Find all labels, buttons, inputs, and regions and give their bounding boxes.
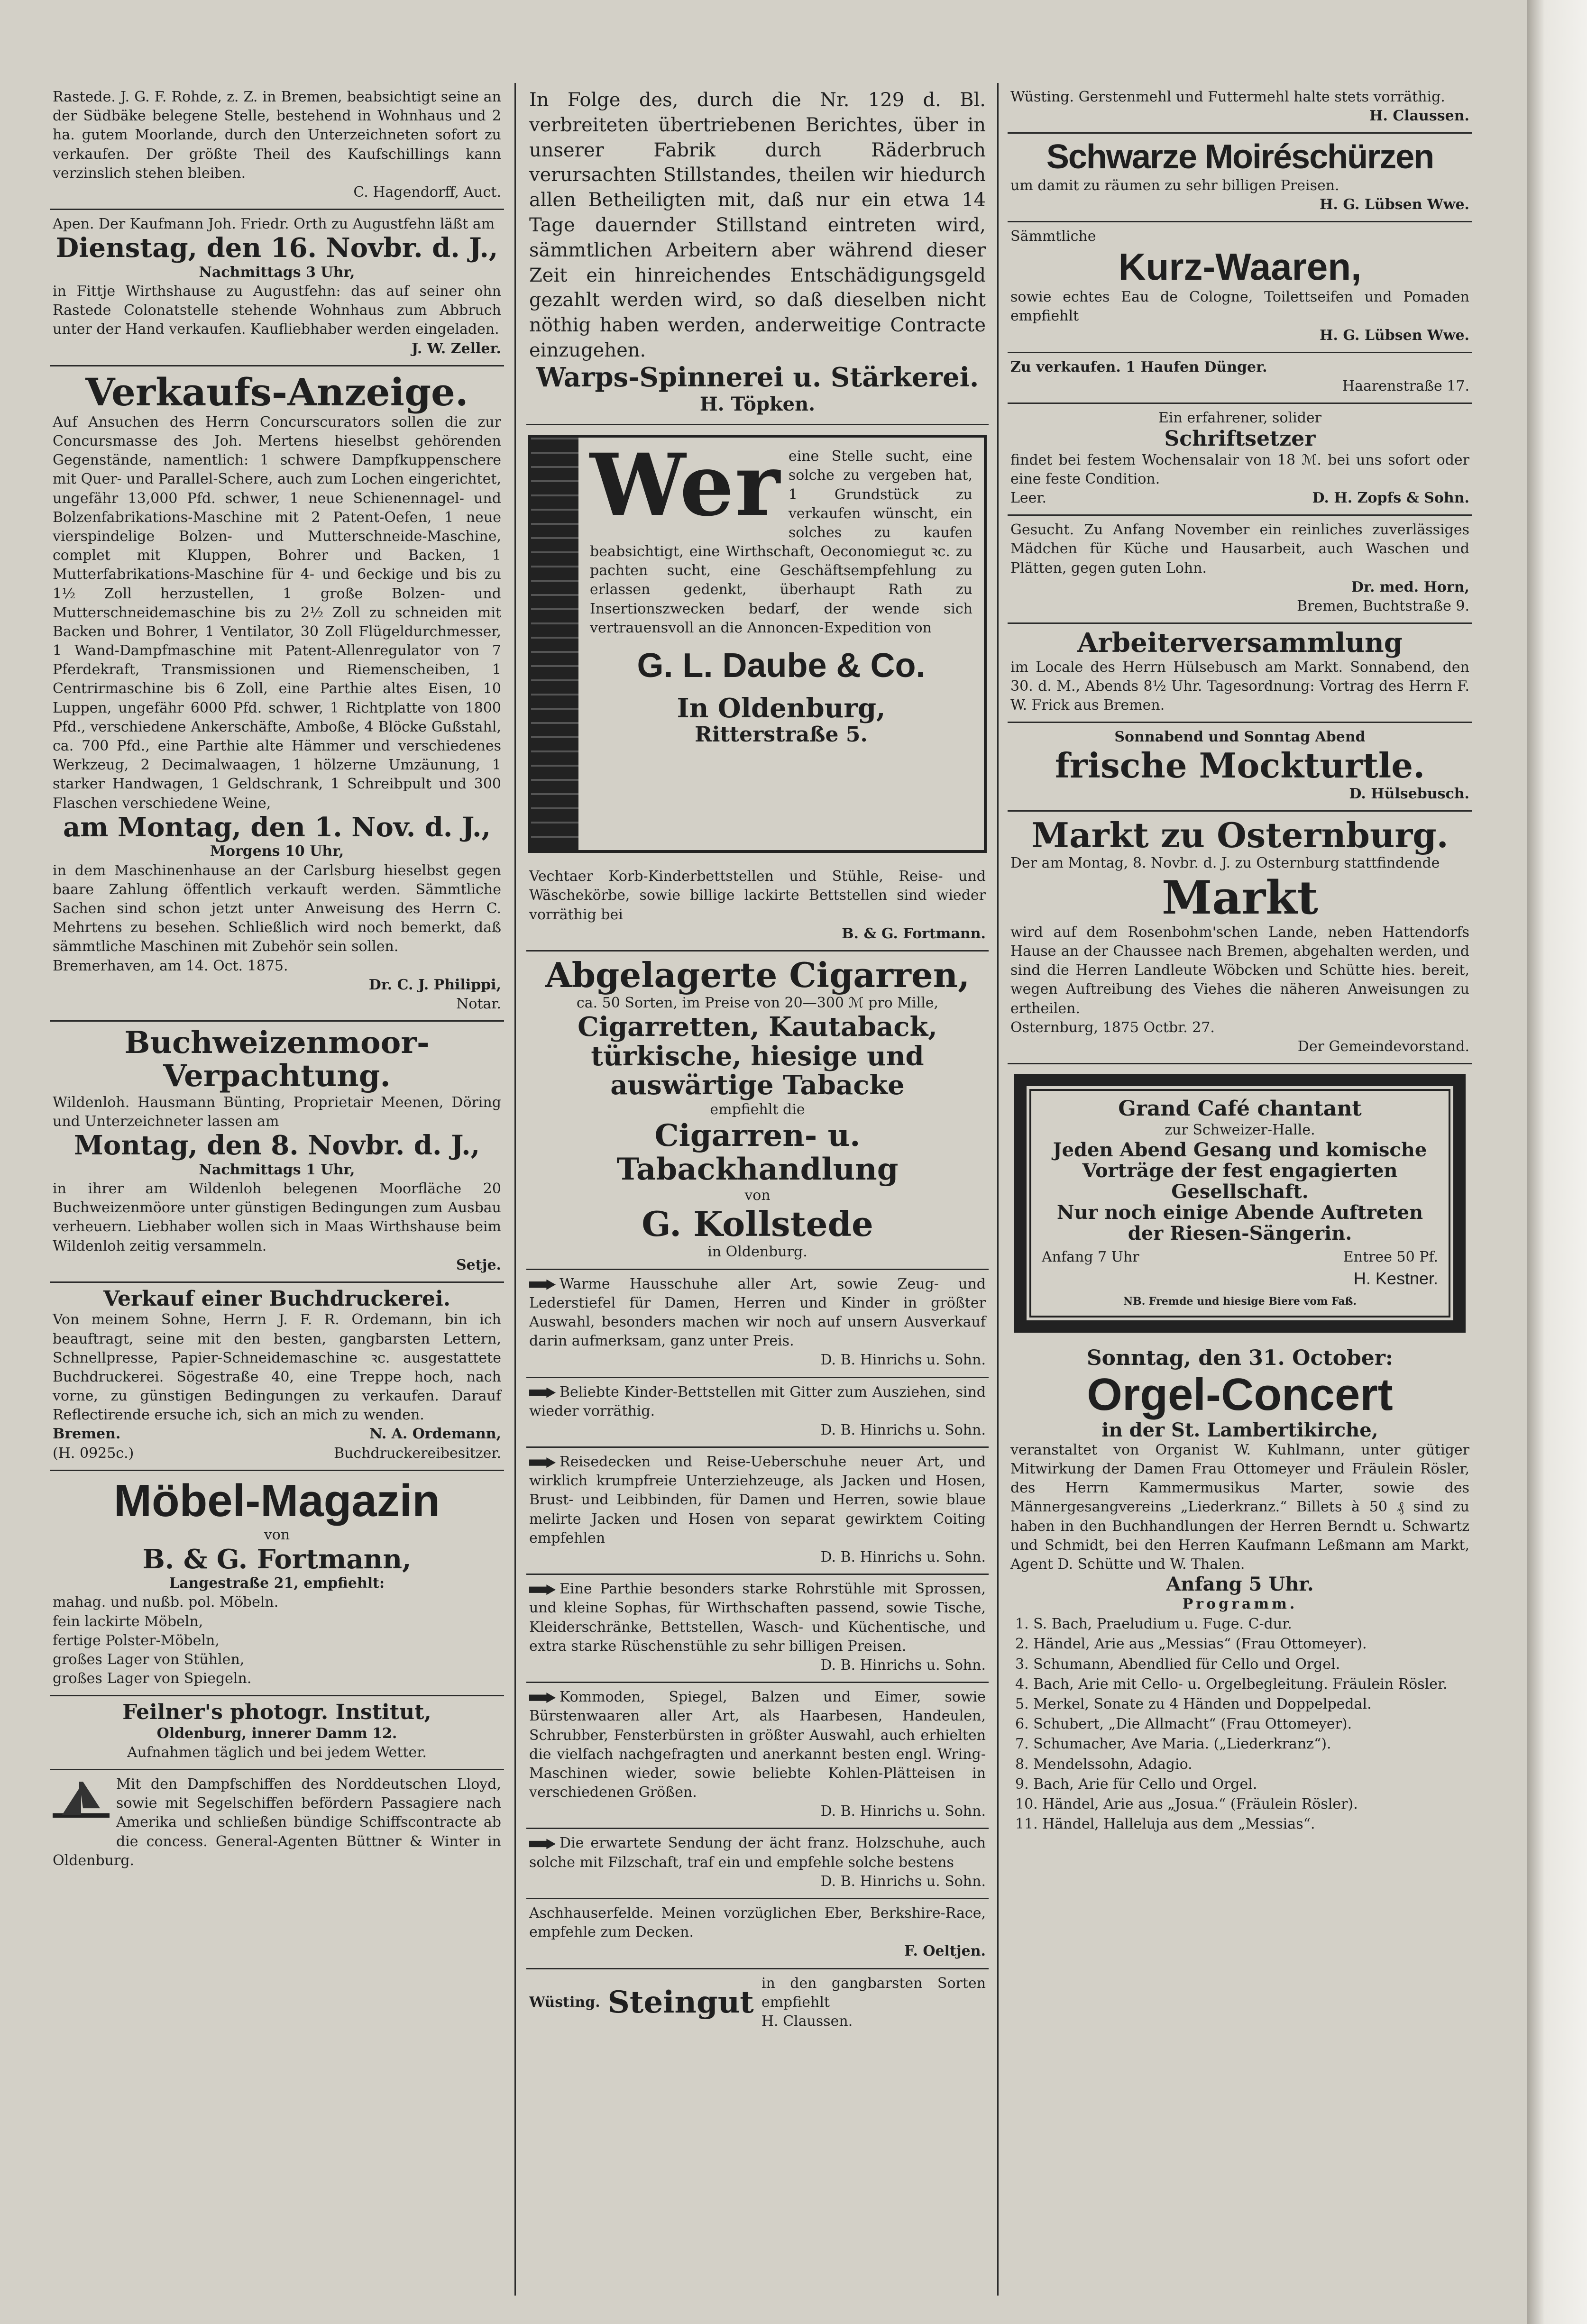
ad-von: von bbox=[744, 1187, 771, 1204]
ad-signature-role: Notar. bbox=[456, 995, 501, 1012]
ad-signature: D. H. Zopfs & Sohn. bbox=[1312, 490, 1469, 507]
ad-place: Bremen. bbox=[53, 1426, 121, 1443]
ad-text: In Folge des, durch die Nr. 129 d. Bl. verbreiteten übertriebenen Berichtes, über in unserer Fabrik durch Räderbruch verursachten Stillstandes, theilen wir hiedurch allen Betheiligten mit, daß nur ein etwa 14 Tage dauernder Stillstand eintreten wird, sämmtlichen Arbeitern aber während dieser Zeit ein hinreichendes Entschädigungsgeld gezahlt werden wird, so daß dieselben nicht nöthig haben werden, anderweitige Contracte einzugehen. bbox=[529, 89, 986, 361]
ad-signature: Der Gemeindevorstand. bbox=[1297, 1038, 1469, 1055]
ad-title: Feilner's photogr. Institut, bbox=[122, 1700, 431, 1725]
ad-address: Oldenburg, innerer Damm 12. bbox=[156, 1725, 397, 1742]
ad-signature: B. & G. Fortmann. bbox=[842, 925, 986, 942]
ad-note: NB. Fremde und hiesige Biere vom Faß. bbox=[1123, 1295, 1357, 1308]
page-edge bbox=[1527, 0, 1587, 2324]
program-item: 9. Bach, Arie für Cello und Orgel. bbox=[1015, 1775, 1257, 1793]
ad-firm: G. L. Daube & Co. bbox=[637, 647, 926, 685]
ad-text: Apen. Der Kaufmann Joh. Friedr. Orth zu Augustfehn läßt am bbox=[53, 216, 495, 233]
program-item: 5. Merkel, Sonate zu 4 Händen und Doppelpedal. bbox=[1015, 1696, 1372, 1713]
ad-duenger bbox=[1008, 353, 1472, 404]
ad-text: Aufnahmen täglich und bei jedem Wetter. bbox=[127, 1744, 427, 1761]
ad-text: Warme Hausschuhe aller Art, sowie Zeug- und Lederstiefel für Damen, Herren und Kinder in größter Auswahl, besonders machen wir noch auf unsern Ausverkauf darin aufmerksam, ganz unter Preis. bbox=[529, 1275, 986, 1350]
column-2 bbox=[526, 83, 989, 2305]
ad-date: Montag, den 8. Novbr. d. J., bbox=[73, 1130, 480, 1162]
program-item: 4. Bach, Arie mit Cello- u. Orgelbegleitung. Fräulein Rösler. bbox=[1015, 1675, 1448, 1693]
ad-signature: H. G. Lübsen Wwe. bbox=[1320, 327, 1469, 344]
ad-orth bbox=[50, 210, 504, 366]
ad-photo-institut bbox=[50, 1696, 504, 1770]
ad-text: Von meinem Sohne, Herrn J. F. R. Ordemann, bin ich beauftragt, seine mit den besten, gangbarsten Lettern, Schnellpresse, Papier-Schneidemaschine ꝛc. ausgestattete Buchdruckerei. Sögestraße 40, eine Treppe hoch, nach vorne, zu günstigen Bedingungen zu verkaufen. Darauf Reflectirende ersuche ich, sich an mich zu wenden. bbox=[53, 1311, 501, 1424]
ad-title: Arbeiterversammlung bbox=[1077, 627, 1403, 659]
ad-firm: Warps-Spinnerei u. Stärkerei. bbox=[536, 361, 979, 393]
ad-place: Leer. bbox=[1010, 490, 1047, 507]
ad-firm: G. Kollstede bbox=[642, 1204, 873, 1244]
ad-hinrichs bbox=[526, 1829, 989, 1899]
ad-address: Bremen, Buchtstraße 9. bbox=[1297, 597, 1469, 614]
ad-text: empfiehlt die bbox=[710, 1101, 805, 1118]
ad-hinrichs bbox=[526, 1575, 989, 1683]
column-1 bbox=[50, 83, 504, 2305]
ad-shop: Cigarren- u. Tabackhandlung bbox=[616, 1118, 899, 1187]
ad-title: Abgelagerte Cigarren, bbox=[545, 954, 970, 995]
ad-signature: H. Claussen. bbox=[1369, 108, 1469, 125]
ad-verkaufs-anzeige bbox=[50, 366, 504, 1022]
ad-markt-osternburg bbox=[1008, 812, 1472, 1064]
ad-time: Nachmittags 3 Uhr, bbox=[199, 264, 355, 281]
ad-signature: D. B. Hinrichs u. Sohn. bbox=[820, 1803, 986, 1820]
ad-text: veranstaltet von Organist W. Kuhlmann, unter gütiger Mitwirkung der Damen Frau Ottomeyer und Fräulein Rösler, des Herrn Kammermusikus Marter, sowie des Männergesangvereins „Liederkranz.“ Billets à 50 ₰ sind zu haben in den Buchhandlungen der Herren Berndt u. Schwartz und Schmidt, bei den Herren Kaufmann Leßmann am Markt, Agent D. Schütte und W. Thalen. bbox=[1010, 1441, 1469, 1573]
ad-title: Schwarze Moiréschürzen bbox=[1046, 138, 1434, 176]
ad-kinderbett bbox=[526, 862, 989, 952]
ad-time: Morgens 10 Uhr, bbox=[210, 843, 344, 860]
program-item: 6. Schubert, „Die Allmacht“ (Frau Ottomeyer). bbox=[1015, 1716, 1352, 1733]
ad-signature: D. B. Hinrichs u. Sohn. bbox=[820, 1873, 986, 1890]
ad-title: Verkaufs-Anzeige. bbox=[85, 369, 468, 414]
ad-location: in der St. Lambertikirche, bbox=[1101, 1418, 1378, 1441]
ad-moebel-magazin bbox=[50, 1471, 504, 1697]
ad-signature: C. Hagendorff, Auct. bbox=[353, 183, 501, 201]
ad-signature: D. B. Hinrichs u. Sohn. bbox=[820, 1549, 986, 1566]
ad-text: um damit zu räumen zu sehr billigen Preisen. bbox=[1010, 177, 1339, 194]
ad-signature: D. B. Hinrichs u. Sohn. bbox=[820, 1352, 986, 1369]
ad-item: mahag. und nußb. pol. Möbeln. bbox=[53, 1594, 279, 1611]
ad-signature: H. Claussen. bbox=[761, 2013, 853, 2030]
ad-text: Jeden Abend Gesang und komische Vorträge der fest engagierten Gesellschaft. bbox=[1053, 1139, 1427, 1203]
ad-headword: Steingut bbox=[607, 1985, 754, 2020]
ad-signature: H. G. Lübsen Wwe. bbox=[1320, 196, 1469, 213]
ad-text: Vechtaer Korb-Kinderbettstellen und Stühle, Reise- und Wäschekörbe, sowie billige lackirte Bettstellen sind wieder vorräthig bei bbox=[529, 868, 986, 923]
ad-place: Bremerhaven, am 14. Oct. 1875. bbox=[53, 957, 288, 974]
ad-item: großes Lager von Spiegeln. bbox=[53, 1670, 252, 1687]
pointing-hand-icon bbox=[529, 1457, 556, 1468]
ad-text: im Locale des Herrn Hülsebusch am Markt. Sonnabend, den 30. d. M., Abends 8½ Uhr. Tagesordnung: Vortrag des Herrn F. W. Frick aus Bremen. bbox=[1010, 659, 1469, 714]
program-item: 2. Händel, Arie aus „Messias“ (Frau Ottomeyer). bbox=[1015, 1636, 1367, 1653]
ad-signature: Setje. bbox=[456, 1256, 501, 1273]
ad-text: ca. 50 Sorten, im Preise von 20—300 ℳ pro Mille, bbox=[576, 995, 939, 1012]
ad-text: Kommoden, Spiegel, Balzen und Eimer, sowie Bürstenwaaren aller Art, als Haarbesen, Handeulen, Schrubber, Fensterbürsten in größter Auswahl, auch erhielten die vielfach nachgefragten und anerkannt besten engl. Wring-Maschinen wieder, sowie beliebte Kohlen-Plätteisen in verschiedenen Größen. bbox=[529, 1689, 986, 1801]
ad-text: Beliebte Kinder-Bettstellen mit Gitter zum Ausziehen, sind wieder vorräthig. bbox=[529, 1383, 986, 1419]
ad-steingut bbox=[526, 1969, 989, 2038]
ad-time: Anfang 7 Uhr bbox=[1042, 1249, 1139, 1266]
ad-text: Die erwartete Sendung der ächt franz. Holzschuhe, auch solche mit Filzschaft, traf ein und empfehle solche bestens bbox=[529, 1835, 986, 1871]
ad-item: großes Lager von Stühlen, bbox=[53, 1651, 245, 1668]
ad-signature: Dr. C. J. Philippi, bbox=[368, 976, 501, 993]
ad-code: (H. 0925c.) bbox=[53, 1445, 134, 1462]
ad-start: Anfang 5 Uhr. bbox=[1166, 1573, 1314, 1596]
ad-signature: H. Kestner. bbox=[1353, 1268, 1438, 1288]
ad-hinrichs bbox=[526, 1683, 989, 1829]
ad-text: in den gangbarsten Sorten empfiehlt bbox=[761, 1975, 986, 2011]
program-list bbox=[1010, 1615, 1469, 1834]
ad-pre: Ein erfahrener, solider bbox=[1158, 410, 1321, 427]
ad-text: sowie echtes Eau de Cologne, Toilettseifen und Pomaden empfiehlt bbox=[1010, 289, 1469, 325]
ad-signature: D. B. Hinrichs u. Sohn. bbox=[820, 1656, 986, 1674]
ad-headword: Markt bbox=[1162, 871, 1318, 925]
ad-text: Der am Montag, 8. Novbr. d. J. zu Osternburg stattfindende bbox=[1010, 855, 1440, 872]
ad-text: findet bei festem Wochensalair von 18 ℳ. bei uns sofort oder eine feste Condition. bbox=[1010, 451, 1469, 487]
ad-signature: Dr. med. Horn, bbox=[1351, 578, 1469, 595]
ad-orgel-concert bbox=[1008, 1342, 1472, 1842]
ship-icon bbox=[53, 1778, 110, 1835]
ad-text: Eine Parthie besonders starke Rohrstühle mit Sprossen, und kleine Sophas, für Wirthschaften passend, sowie Tische, Kleiderschränke, Bettstellen, Wasch- und Küchentische, und extra starke Rüschenstühle zu sehr billigen Preisen. bbox=[529, 1581, 986, 1655]
ad-title: Markt zu Osternburg. bbox=[1031, 814, 1449, 855]
ad-title: Verkauf einer Buchdruckerei. bbox=[103, 1286, 451, 1311]
ad-title: Möbel-Magazin bbox=[114, 1475, 440, 1526]
ad-headword: Wer bbox=[590, 435, 781, 536]
program-title: Programm. bbox=[1182, 1596, 1298, 1613]
ad-rohde bbox=[50, 83, 504, 210]
ad-pre: Sonnabend und Sonntag Abend bbox=[1114, 729, 1366, 746]
ad-text: in dem Maschinenhause an der Carlsburg hieselbst gegen baare Zahlung öffentlich verkauft werden. Sämmtliche Sachen sind schon jetzt unter Anweisung des Herrn C. Mehrtens zu besehen. Schließlich wird noch bemerkt, daß sämmtliche Maschinen mit Zubehör sein sollen. bbox=[53, 862, 501, 955]
ad-text: in Fittje Wirthshause zu Augustfehn: das auf seiner ohn Rastede Colonatstelle stehende Wohnhaus zum Abbruch unter der Hand verkaufen. Kaufliebhaber werden eingeladen. bbox=[53, 283, 501, 338]
pointing-hand-icon bbox=[529, 1388, 556, 1398]
ad-address: Langestraße 21, empfiehlt: bbox=[169, 1575, 385, 1592]
program-item: 8. Mendelssohn, Adagio. bbox=[1015, 1756, 1193, 1773]
column-3 bbox=[1008, 83, 1472, 2305]
ad-gerstenmehl bbox=[1008, 83, 1472, 134]
ad-text: Gesucht. Zu Anfang November ein reinliches zuverlässiges Mädchen für Küche und Hausarbeit, auch Waschen und Plätten, gegen guten Lohn. bbox=[1010, 522, 1469, 576]
ad-horn bbox=[1008, 516, 1472, 624]
ad-subtitle: Cigarretten, Kautaback, türkische, hiesige und auswärtige Tabacke bbox=[578, 1011, 937, 1101]
ad-text: eine Stelle sucht, eine solche zu vergeben hat, 1 Grundstück zu verkaufen wünscht, ein solches zu kaufen beabsichtigt, eine Wirthschaft, Oeconomiegut ꝛc. zu pachten sucht, eine Geschäftsempfehlung zu erlassen gedenkt, überhaupt Rath zu Insertionszwecken bedarf, der wende sich vertrauensvoll an die Annoncen-Expedition von bbox=[590, 448, 972, 636]
ad-signature: D. Hülsebusch. bbox=[1349, 785, 1469, 802]
ad-signature-role: Buchdruckereibesitzer. bbox=[334, 1445, 501, 1462]
ad-grand-cafe bbox=[1014, 1074, 1466, 1333]
ad-text: Zu verkaufen. 1 Haufen Dünger. bbox=[1010, 358, 1267, 375]
ad-text: Mit den Dampfschiffen des Norddeutschen Lloyd, sowie mit Segelschiffen befördern Passagiere nach Amerika und schließen bündige Schiffscontracte ab die concess. General-Agenten Büttner & Winter in Oldenburg. bbox=[53, 1776, 501, 1869]
ad-street: Ritterstraße 5. bbox=[695, 722, 868, 747]
ad-subtitle: zur Schweizer-Halle. bbox=[1165, 1121, 1315, 1138]
pointing-hand-icon bbox=[529, 1280, 556, 1290]
ad-text: Nur noch einige Abende Auftreten der Riesen-Sängerin. bbox=[1056, 1201, 1423, 1245]
ad-wer-daube bbox=[528, 435, 987, 853]
ad-text: Aschhauserfelde. Meinen vorzüglichen Eber, Berkshire-Race, empfehle zum Decken. bbox=[529, 1905, 986, 1941]
column-rule bbox=[514, 83, 516, 2296]
ad-text: wird auf dem Rosenbohm'schen Lande, neben Hattendorfs Hause an der Chaussee nach Bremen, abgehalten werden, und sind die Herren Landleute Wöbcken und Schütte hies. bereit, wegen Auftreibung des Viehes die näheren Anweisungen zu ertheilen. bbox=[1010, 924, 1469, 1017]
ad-buchweizenmoor bbox=[50, 1022, 504, 1283]
ad-pre: Sämmtliche bbox=[1010, 228, 1096, 245]
ad-kurz-waaren bbox=[1008, 222, 1472, 353]
program-item: 1. S. Bach, Praeludium u. Fuge. C-dur. bbox=[1015, 1616, 1292, 1633]
ad-text: in ihrer am Wildenloh belegenen Moorfläche 20 Buchweizenmöore unter günstigen Bedingungen zum Ausbau verheuern. Liebhaber wollen sich in Maas Wirthshause beim Wildenloh zeitig versammeln. bbox=[53, 1180, 501, 1254]
ad-place: Wüsting. bbox=[529, 1994, 600, 2011]
ad-cigarren bbox=[526, 952, 989, 1270]
ad-signature: H. Töpken. bbox=[699, 393, 816, 416]
ad-place: Osternburg, 1875 Octbr. 27. bbox=[1010, 1019, 1215, 1036]
program-item: 3. Schumann, Abendlied für Cello und Orgel. bbox=[1015, 1656, 1340, 1673]
ad-city: In Oldenburg, bbox=[677, 693, 886, 724]
ad-city: in Oldenburg. bbox=[707, 1244, 807, 1261]
ad-time: Nachmittags 1 Uhr, bbox=[199, 1161, 355, 1178]
ad-price: Entree 50 Pf. bbox=[1343, 1249, 1438, 1266]
ad-title: frische Mockturtle. bbox=[1055, 745, 1425, 786]
ad-oeltjen bbox=[526, 1899, 989, 1969]
ad-title: Schriftsetzer bbox=[1164, 427, 1316, 451]
ad-date: am Montag, den 1. Nov. d. J., bbox=[63, 811, 491, 843]
ad-mockturtle bbox=[1008, 723, 1472, 812]
program-item: 10. Händel, Arie aus „Josua.“ (Fräulein Rösler). bbox=[1015, 1795, 1358, 1812]
ad-item: fertige Polster-Möbeln, bbox=[53, 1632, 220, 1649]
ad-text: Reisedecken und Reise-Ueberschuhe neuer Art, und wirklich krumpfreie Unterziehzeuge, als Jacken und Hosen, Brust- und Leibbinden, für Damen und Herren, sowie blaue melirte Jacken und Hosen von separat gewirktem Coiting empfehlen bbox=[529, 1454, 986, 1546]
ad-firm: B. & G. Fortmann, bbox=[142, 1543, 412, 1575]
ad-schriftsetzer bbox=[1008, 404, 1472, 516]
ad-date: Dienstag, den 16. Novbr. d. J., bbox=[55, 232, 498, 264]
ad-arbeiterversammlung bbox=[1008, 624, 1472, 723]
ad-title: Kurz-Waaren, bbox=[1118, 246, 1362, 288]
ad-lloyd bbox=[50, 1770, 504, 1877]
program-item: 7. Schumacher, Ave Maria. („Liederkranz“). bbox=[1015, 1736, 1331, 1753]
ad-hinrichs bbox=[526, 1270, 989, 1378]
ad-von: von bbox=[264, 1527, 290, 1544]
pointing-hand-icon bbox=[529, 1839, 556, 1849]
decorative-border bbox=[531, 438, 578, 850]
ad-text: Wüsting. Gerstenmehl und Futtermehl halte stets vorräthig. bbox=[1010, 89, 1445, 105]
ad-hinrichs bbox=[526, 1448, 989, 1575]
ad-title: Buchweizenmoor-Verpachtung. bbox=[124, 1025, 430, 1094]
ad-buchdruckerei bbox=[50, 1283, 504, 1471]
ad-text: Rastede. J. G. F. Rohde, z. Z. in Bremen, beabsichtigt seine an der Südbäke belegene Stelle, bestehend in Wohnhaus und 2 ha. gutem Moorlande, durch den Unterzeichneten sofort zu verkaufen. Der größte Theil des Kaufschillings kann verzinslich stehen bleiben. bbox=[53, 89, 501, 182]
ad-signature: J. W. Zeller. bbox=[411, 340, 501, 357]
ad-signature: N. A. Ordemann, bbox=[369, 1426, 501, 1443]
ad-signature: F. Oeltjen. bbox=[904, 1943, 986, 1960]
ad-hinrichs bbox=[526, 1378, 989, 1448]
ad-title: Orgel-Concert bbox=[1087, 1369, 1393, 1420]
program-item: 11. Händel, Halleluja aus dem „Messias“. bbox=[1015, 1816, 1315, 1833]
ad-toepken bbox=[526, 83, 989, 425]
ad-text: Wildenloh. Hausmann Bünting, Proprietair Meenen, Döring und Unterzeichneter lassen am bbox=[53, 1094, 501, 1130]
pointing-hand-icon bbox=[529, 1693, 556, 1703]
ad-date: Sonntag, den 31. October: bbox=[1086, 1345, 1394, 1370]
ad-item: fein lackirte Möbeln, bbox=[53, 1613, 203, 1630]
ad-schuerzen bbox=[1008, 134, 1472, 222]
ad-signature: Haarenstraße 17. bbox=[1342, 377, 1469, 394]
ad-title: Grand Café chantant bbox=[1118, 1097, 1362, 1121]
ad-signature: D. B. Hinrichs u. Sohn. bbox=[820, 1421, 986, 1438]
column-rule bbox=[997, 83, 999, 2296]
ad-text: Auf Ansuchen des Herrn Concurscurators sollen die zur Concursmasse des Joh. Mertens hieselbst gehörenden Gegenstände, namentlich: 1 schwere Dampfkuppenschere mit Quer- und Parallel-Schere, auch zum Lochen eingerichtet, ungefähr 13,000 Pfd. schwer, 1 neue Schienennagel- und Bolzenfabrikations-Maschine mit 2 Patent-Oefen, 1 neue vierspindelige Bolzen- und Mutterschneide-Maschine, complet mit Kluppen, Bohrer und Backen, 1 Mutterfabrikations-Maschine für 4- und 6eckige und bis zu 1½ Zoll herzustellen, 1 große Bolzen- und Mutterschneidemaschine bis zu 2½ Zoll zu schneiden mit Backen und Bohrer, 1 Ventilator, 30 Zoll Flügeldurchmesser, 1 Wand-Dampfmaschine mit Patent-Allenregulator von 7 Pferdekraft, Transmissionen und Riemenscheiben, 1 Centrirmaschine bis 6 Zoll, eine Parthie altes Eisen, 10 Luppen, ungefähr 6000 Pfd. schwer, 1 Richtplatte von 1800 Pfd., verschiedene Ankerschäfte, Amboße, 4 Blöcke Gußstahl, ca. 700 Pfd., eine Parthie alte Hämmer und verschiedenes Werkzeug, 2 Decimalwaagen, 1 hölzerne Umzäunung, 1 starker Handwagen, 1 Geldschrank, 1 Schreibpult und 300 Flaschen verschiedene Weine, bbox=[53, 413, 501, 812]
pointing-hand-icon bbox=[529, 1584, 556, 1595]
